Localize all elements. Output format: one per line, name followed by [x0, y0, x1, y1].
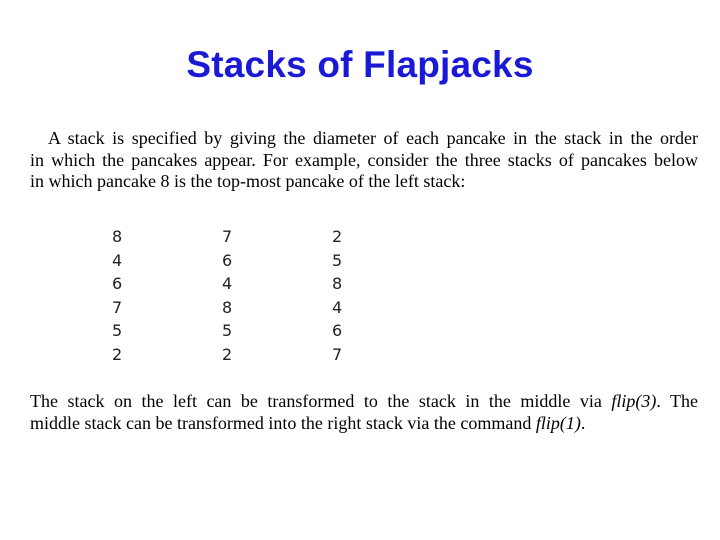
pancake: 8: [332, 274, 343, 293]
pancake: 5: [112, 321, 123, 340]
intro-line-3: in which pancake 8 is the top-most pancake of the left stack:: [30, 171, 466, 191]
outro-text: middle stack can be transformed into the right stack via the command: [30, 412, 536, 433]
slide-title: Stacks of Flapjacks: [186, 44, 534, 85]
pancake: 4: [112, 250, 123, 270]
flip-command: flip(3): [611, 391, 657, 411]
pancake: 8: [112, 227, 123, 246]
pancake: 6: [112, 274, 123, 293]
pancake: 4: [332, 297, 343, 317]
outro-text: . The: [656, 391, 698, 411]
outro-text: The stack on the left can be transformed to the stack in the middle via: [30, 391, 612, 411]
outro-line-2: [30, 413, 698, 435]
outro-line-1: [30, 391, 698, 413]
outro-text: .: [580, 412, 586, 433]
pancake: 6: [332, 321, 343, 340]
intro-paragraph: [30, 128, 698, 193]
pancake: 2: [222, 344, 233, 364]
pancake: 7: [332, 344, 343, 364]
intro-line-1: A stack is specified by giving the diameter of each pancake in the stack in the order: [48, 128, 698, 148]
pancake: 4: [222, 274, 233, 293]
outro-paragraph: [30, 391, 698, 434]
pancake: 7: [222, 227, 233, 246]
pancake: 2: [332, 227, 343, 246]
pancake-stacks: [112, 225, 442, 366]
pancake: 6: [222, 250, 233, 270]
pancake: 8: [222, 297, 233, 317]
intro-line-2: in which the pancakes appear. For example, consider the three stacks of pancakes below: [30, 149, 698, 170]
flip-command: flip(1): [535, 412, 581, 433]
pancake: 2: [112, 344, 123, 364]
pancake: 5: [332, 250, 343, 270]
stack-right: [332, 225, 442, 366]
pancake: 5: [222, 321, 233, 340]
stack-left: [112, 225, 222, 366]
stack-middle: [222, 225, 332, 366]
pancake: 7: [112, 297, 123, 317]
